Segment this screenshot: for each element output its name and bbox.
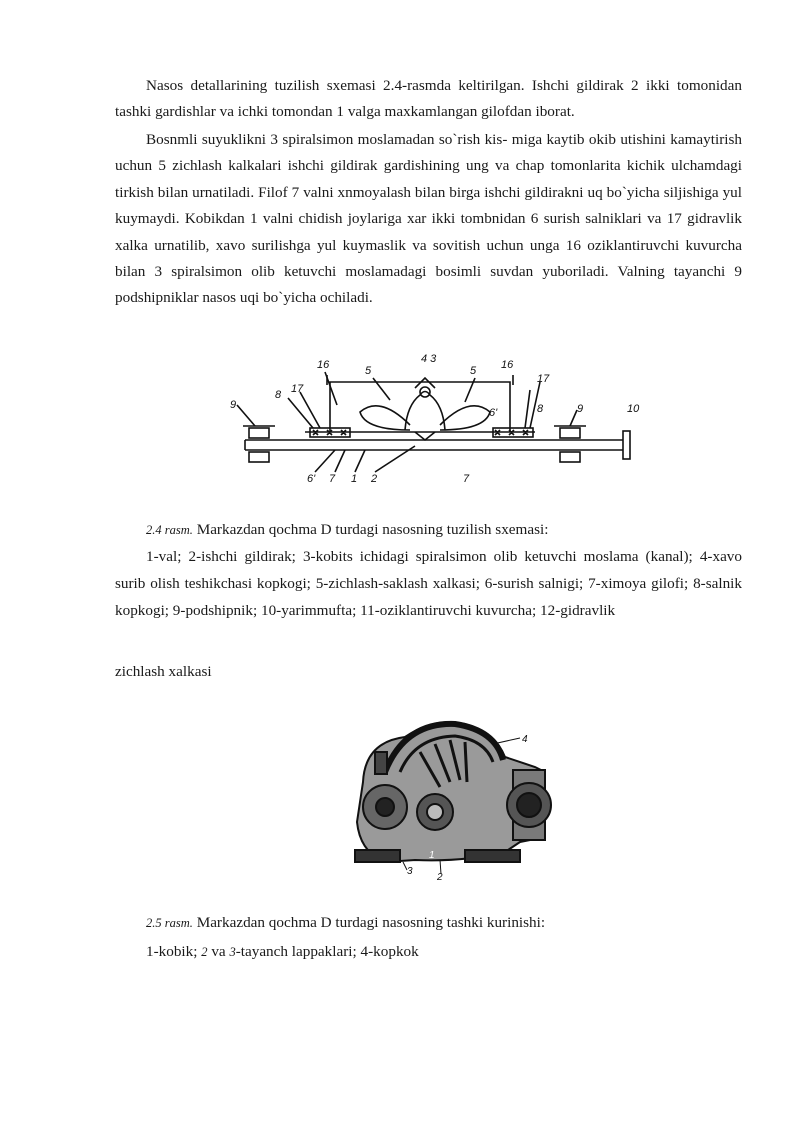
support-foot-left [355,850,400,862]
label-6-upper: 6' [489,407,498,419]
label-10: 10 [627,403,640,415]
label-17-right: 17 [537,373,550,385]
label-16-right: 16 [501,359,514,371]
exterior-label-2: 2 [437,872,443,882]
bearing-right-top [560,428,580,438]
label-9-left: 9 [230,399,237,411]
impeller-right-lobe [440,406,490,430]
pump-schematic-figure [225,350,655,490]
figure-2-5-legend-part-b: 2 [201,945,208,959]
label-1: 1 [351,473,358,485]
figure-2-4-legend-last-line: zichlash xalkasi [115,663,212,680]
figure-2-4-legend [115,544,742,624]
figure-2-5-title: Markazdan qochma D turdagi nasosning tashki kurinishi: [196,914,546,931]
pump-exterior-figure [345,712,560,882]
figure-2-5-legend [146,939,419,965]
paragraph-1-text: Nasos detallarining tuzilish sxemasi 2.4-rasmda keltirilgan. Ishchi gildirak 2 ikki tomonidan tashki gardishlar va ichki tomondan 1 valga maxkamlangan gilofdan iborat. [115,77,742,121]
paragraph-2 [115,127,742,312]
label-9-right: 9 [577,403,584,415]
label-7-lower-left: 7 [329,473,336,485]
exterior-label-4: 4 [522,734,528,745]
label-4-3: 4 3 [421,353,437,365]
bearing-left-bottom [249,452,269,462]
label-5-right: 5 [470,365,477,377]
figure-2-4-title: Markazdan qochma D turdagi nasosning tuzilish sxemasi: [196,521,549,538]
figure-2-5-legend-part-a: 1-kobik; [146,943,202,960]
label-6-lower: 6' [307,473,316,485]
label-7-lower-right: 7 [463,473,470,485]
label-16-left: 16 [317,359,330,371]
figure-2-5-number: 2.5 rasm. [146,916,193,930]
exterior-label-1: 1 [429,850,435,861]
impeller-left-lobe [360,406,410,430]
label-5-left: 5 [365,365,372,377]
bearing-left-top [249,428,269,438]
figure-2-4-caption [146,517,548,543]
figure-2-5-caption [146,910,545,936]
figure-2-4-legend-text: 1-val; 2-ishchi gildirak; 3-kobits ichidagi spiralsimon olib ketuvchi moslama (kanal); 4-xavo surib olish teshikchasi kopkogi; 5-zichlash-saklash xalkasi; 6-surish salnigi; 7-ximoya gilofi; 8-salnik kopkogi; 9-podshipnik; 10-yarimmufta; 11-oziklantiruvchi kuvurcha; 12-gidravlik [115,548,742,619]
exterior-label-3: 3 [407,866,413,877]
label-8-right: 8 [537,403,544,415]
figure-2-4-number: 2.4 rasm. [146,523,193,537]
label-17-left: 17 [291,383,304,395]
figure-2-5-legend-part-c: va [207,943,230,960]
half-coupling-shape [623,431,630,459]
paragraph-1 [115,73,742,126]
label-8-left: 8 [275,389,282,401]
label-2: 2 [371,473,378,485]
figure-2-5-legend-part-e: -tayanch lappaklari; 4-kopkok [235,943,419,960]
support-foot-right [465,850,520,862]
paragraph-2-text: Bosnmli suyuklikni 3 spiralsimon moslamadan so`rish kis- miga kaytib okib utishini kamaytirish uchun 5 zichlash kalkalari ishchi gildirak gardishining ung va chap tomonlarita kichik ulchamdagi tirkish bilan urnatiladi. Filof 7 valni xnmoyalash bilan birga ishchi gildirakni uq bo`yicha siljishiga yul kuymaydi. Kobikdan 1 valni chidish joylariga xar ikki tombnidan 6 surish salniklari va 17 gidravlik xalka urnatilib, xavo surilishga yul kuymaslik va sovitish uchun unga 16 oziklantiruvchi kuvurcha bilan 3 spiralsimon olib ketuvchi moslamadagi bosimli suvdan yuboriladi. Valning tayanchi 9 podshipniklar nasos uqi bo`yicha ochiladi. [115,131,742,307]
bearing-right-bottom [560,452,580,462]
figure-2-5-legend-part-d: 3 [229,945,236,959]
